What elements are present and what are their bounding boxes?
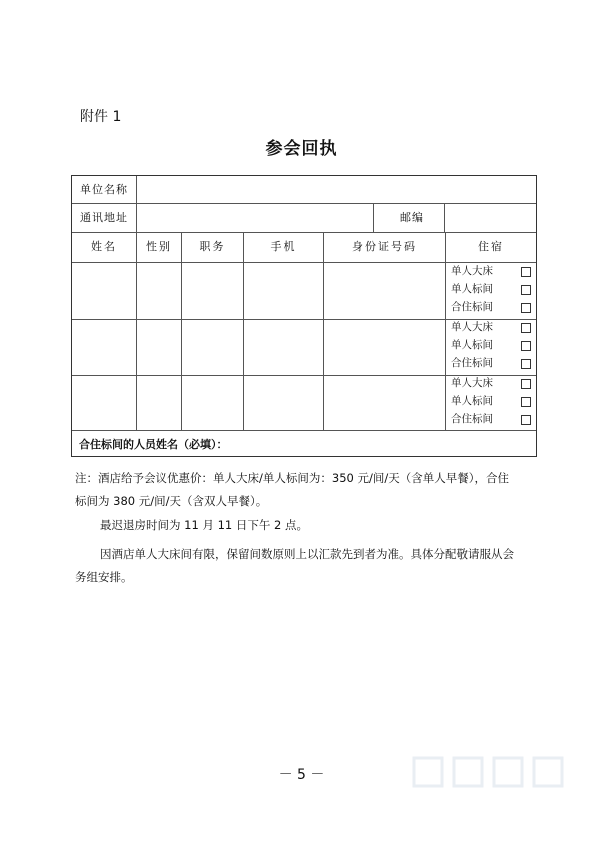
room-option-shared-standard[interactable] <box>451 357 531 370</box>
note-line: 注：酒店给予会议优惠价：单人大床/单人标间为：350 元/间/天（含单人早餐），合住 <box>75 471 509 485</box>
option-label: 合住标间 <box>451 413 493 425</box>
page-title: 参会回执 <box>265 139 338 159</box>
note-line: 标间为 380 元/间/天（含双人早餐）。 <box>75 494 268 508</box>
address-field[interactable] <box>137 204 373 232</box>
postcode-label: 邮编 <box>400 211 424 224</box>
checkbox-icon[interactable] <box>521 379 531 389</box>
header-gender: 性别 <box>146 240 172 253</box>
note-line: 最迟退房时间为 11 月 11 日下午 2 点。 <box>100 518 309 532</box>
roommate-label: 合住标间的人员姓名（必填）： <box>79 438 228 451</box>
row-divider <box>72 319 536 320</box>
room-option-single-standard[interactable] <box>451 339 531 352</box>
col-divider <box>373 204 374 232</box>
option-label: 单人大床 <box>451 377 493 389</box>
option-label: 合住标间 <box>451 357 493 369</box>
option-label: 单人大床 <box>451 265 493 277</box>
row-divider <box>72 375 536 376</box>
header-accommodation: 住宿 <box>478 240 504 253</box>
room-option-shared-standard[interactable] <box>451 413 531 426</box>
checkbox-icon[interactable] <box>521 341 531 351</box>
col-divider <box>323 233 324 430</box>
row-divider <box>72 430 536 431</box>
header-position: 职务 <box>199 240 226 253</box>
room-option-shared-standard[interactable] <box>451 301 531 314</box>
col-divider <box>445 233 446 430</box>
row-divider <box>72 232 536 233</box>
col-divider <box>181 233 182 430</box>
checkbox-icon[interactable] <box>521 415 531 425</box>
row-divider <box>72 262 536 263</box>
header-mobile: 手机 <box>270 240 297 253</box>
note-line: 因酒店单人大床间有限，保留间数原则上以汇款先到者为准。具体分配敬请服从会 <box>100 547 514 561</box>
room-option-single-bed[interactable] <box>451 321 531 334</box>
col-divider <box>243 233 244 430</box>
checkbox-icon[interactable] <box>521 267 531 277</box>
postcode-field[interactable] <box>445 204 536 232</box>
option-label: 单人标间 <box>451 339 493 351</box>
checkbox-icon[interactable] <box>521 397 531 407</box>
unit-name-field[interactable] <box>137 176 536 203</box>
checkbox-icon[interactable] <box>521 303 531 313</box>
address-label: 通讯地址 <box>80 211 128 224</box>
checkbox-icon[interactable] <box>521 323 531 333</box>
room-option-single-standard[interactable] <box>451 283 531 296</box>
room-option-single-bed[interactable] <box>451 265 531 278</box>
page-number: － 5 － <box>278 767 325 783</box>
note-line: 务组安排。 <box>75 570 133 584</box>
option-label: 单人标间 <box>451 395 493 407</box>
attachment-label: 附件 1 <box>80 109 122 125</box>
option-label: 合住标间 <box>451 301 493 313</box>
registration-form <box>71 175 537 457</box>
header-name: 姓名 <box>91 240 117 253</box>
checkbox-icon[interactable] <box>521 285 531 295</box>
room-option-single-standard[interactable] <box>451 395 531 408</box>
checkbox-icon[interactable] <box>521 359 531 369</box>
unit-name-label: 单位名称 <box>80 183 128 196</box>
option-label: 单人大床 <box>451 321 493 333</box>
option-label: 单人标间 <box>451 283 493 295</box>
room-option-single-bed[interactable] <box>451 377 531 390</box>
header-id-number: 身份证号码 <box>352 240 417 253</box>
